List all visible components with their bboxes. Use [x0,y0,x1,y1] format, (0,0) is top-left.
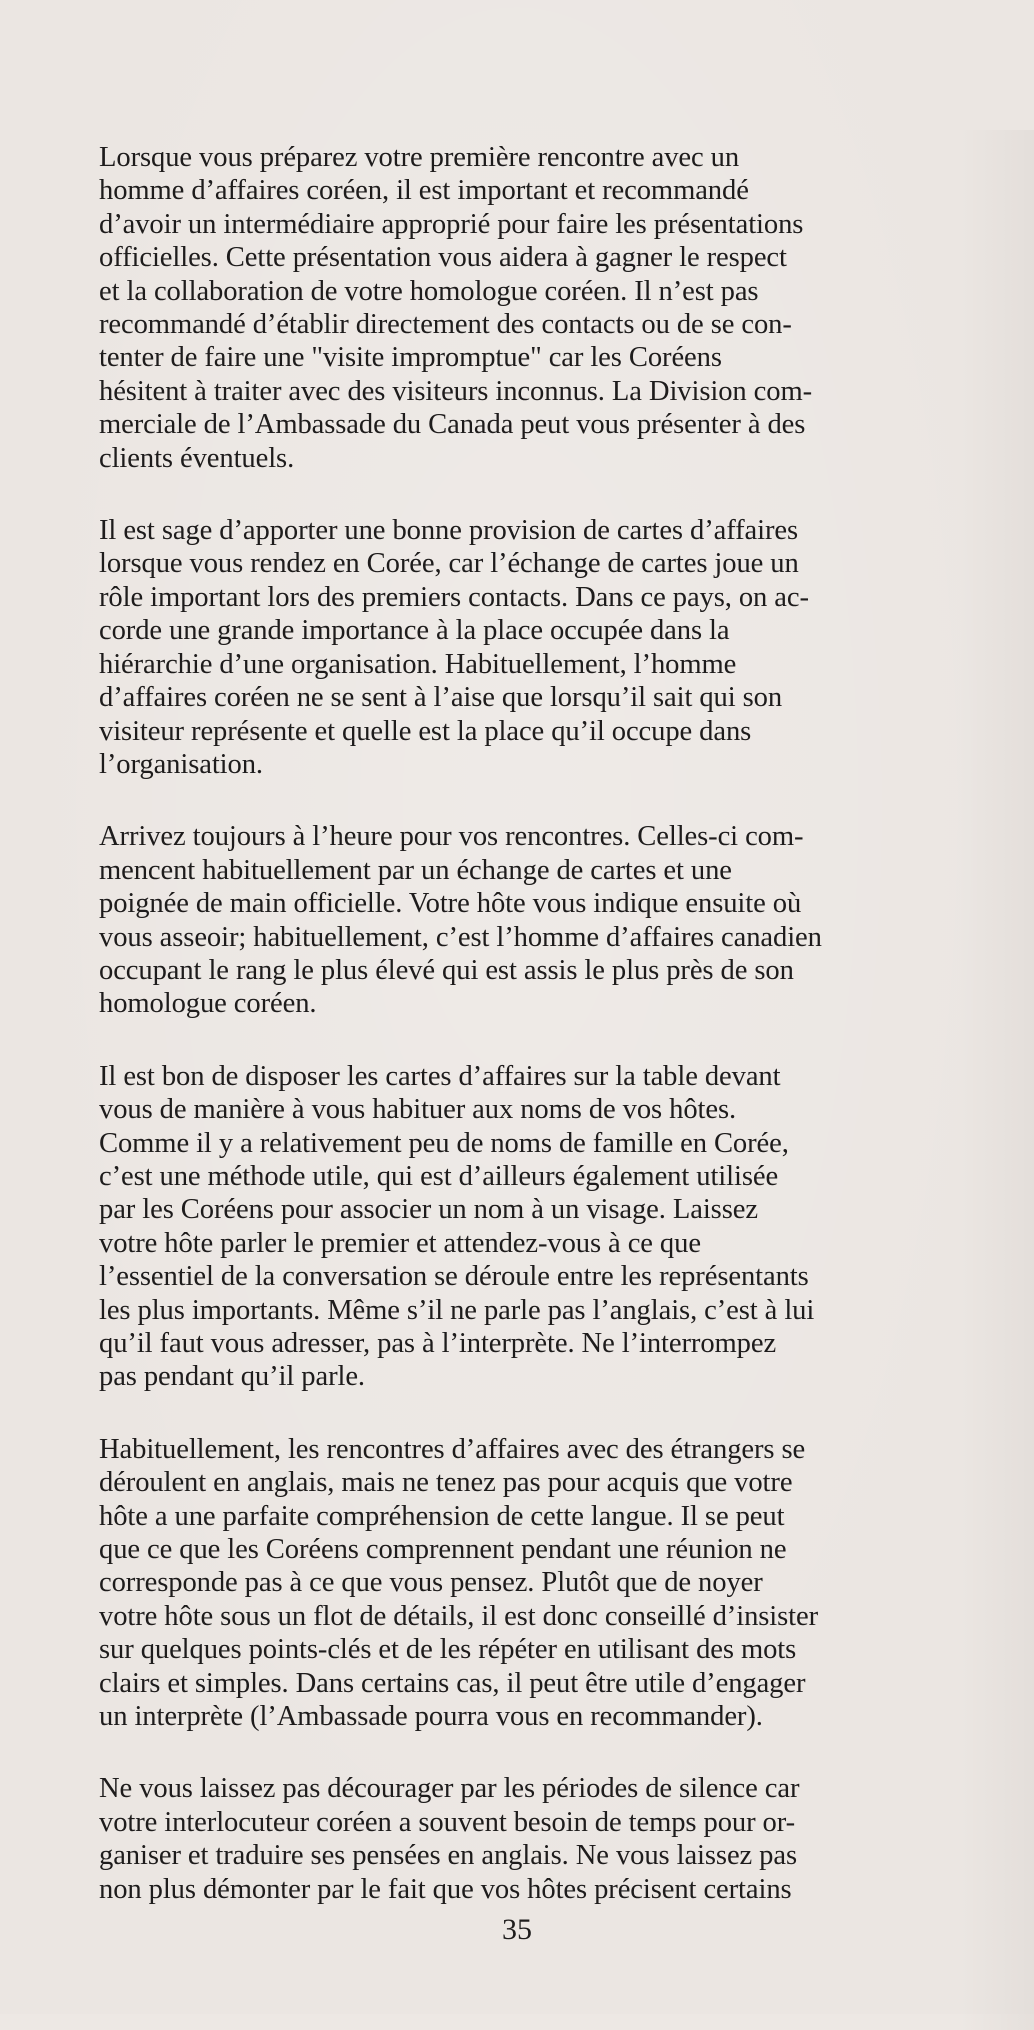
text-line: hiérarchie d’une organisation. Habituellement, l’homme [99,648,737,680]
text-line: ganiser et traduire ses pensées en anglais. Ne vous laissez pas [99,1840,797,1872]
text-line: clients éventuels. [99,442,295,474]
text-line: votre hôte sous un flot de détails, il est donc conseillé d’insister [99,1600,819,1632]
text-line: Comme il y a relativement peu de noms de famille en Corée, [99,1127,789,1159]
text-line: c’est une méthode utile, qui est d’ailleurs également utilisée [99,1160,779,1192]
text-line: qu’il faut vous adresser, pas à l’interprète. Ne l’interrompez [99,1328,777,1359]
text-line: hôte a une parfaite compréhension de cette langue. Il se peut [99,1500,785,1532]
text-line: votre hôte parler le premier et attendez-vous à ce que [99,1227,701,1259]
text-line: non plus démonter par le fait que vos hôtes précisent certains [99,1873,792,1905]
text-line: Il est bon de disposer les cartes d’affaires sur la table devant [99,1060,781,1092]
text-line: l’essentiel de la conversation se déroule entre les représentants [99,1261,809,1293]
text-line: vous asseoir; habituellement, c’est l’homme d’affaires canadien [99,921,822,953]
text-column [99,141,979,1945]
text-line: Habituellement, les rencontres d’affaires avec des étrangers se [99,1433,806,1465]
text-line: occupant le rang le plus élevé qui est assis le plus près de son [99,954,794,986]
paragraph-introductions [99,141,979,475]
text-line: homologue coréen. [99,988,317,1020]
text-line: merciale de l’Ambassade du Canada peut vous présenter à des [99,409,806,441]
text-line: poignée de main officielle. Votre hôte vous indique ensuite où [99,888,802,920]
text-line: et la collaboration de votre homologue coréen. Il n’est pas [99,275,759,307]
paragraph-punctuality [99,820,979,1020]
text-line: Lorsque vous préparez votre première rencontre avec un [99,142,740,173]
text-line: par les Coréens pour associer un nom à un visage. Laissez [99,1194,758,1226]
paragraph-business-cards [99,514,979,781]
text-line: d’avoir un intermédiaire approprié pour faire les présentations [99,208,804,240]
text-line: rôle important lors des premiers contacts. Dans ce pays, on ac- [99,581,809,613]
text-line: l’organisation. [99,748,263,780]
text-line: recommandé d’établir directement des contacts ou de se con- [99,309,792,341]
text-line: hésitent à traiter avec des visiteurs inconnus. La Division com- [99,375,813,407]
text-line: vous de manière à vous habituer aux noms de vos hôtes. [99,1094,737,1126]
paragraph-language [99,1433,979,1734]
text-line: que ce que les Coréens comprennent pendant une réunion ne [99,1534,787,1566]
text-line: d’affaires coréen ne se sent à l’aise que lorsqu’il sait qui son [99,682,783,714]
text-line: Ne vous laissez pas décourager par les périodes de silence car [99,1773,800,1805]
text-line: sur quelques points-clés et de les répéter en utilisant des mots [99,1634,797,1666]
text-line: corresponde pas à ce que vous pensez. Plutôt que de noyer [99,1567,763,1599]
text-line: votre interlocuteur coréen a souvent besoin de temps pour or- [99,1806,796,1838]
paragraph-names-and-conversation [99,1060,979,1394]
text-line: mencent habituellement par un échange de cartes et une [99,854,732,886]
paragraph-silence [99,1772,979,1906]
text-line: visiteur représente et quelle est la place qu’il occupe dans [99,715,752,747]
text-line: corde une grande importance à la place occupée dans la [99,615,730,647]
text-line: clairs et simples. Dans certains cas, il peut être utile d’engager [99,1667,806,1699]
text-line: Il est sage d’apporter une bonne provision de cartes d’affaires [99,515,799,547]
text-line: tenter de faire une "visite impromptue" car les Coréens [99,342,722,374]
text-line: homme d’affaires coréen, il est important et recommandé [99,175,749,207]
text-line: Arrivez toujours à l’heure pour vos rencontres. Celles-ci com- [99,821,804,853]
text-line: officielles. Cette présentation vous aidera à gagner le respect [99,242,787,274]
text-line: lorsque vous rendez en Corée, car l’échange de cartes joue un [99,548,799,580]
text-line: un interprète (l’Ambassade pourra vous en recommander). [99,1701,763,1733]
text-line: les plus importants. Même s’il ne parle pas l’anglais, c’est à lui [99,1294,815,1326]
text-line: déroulent en anglais, mais ne tenez pas pour acquis que votre [99,1467,793,1499]
text-line: pas pendant qu’il parle. [99,1361,365,1393]
page-number: 35 [502,1913,532,1946]
